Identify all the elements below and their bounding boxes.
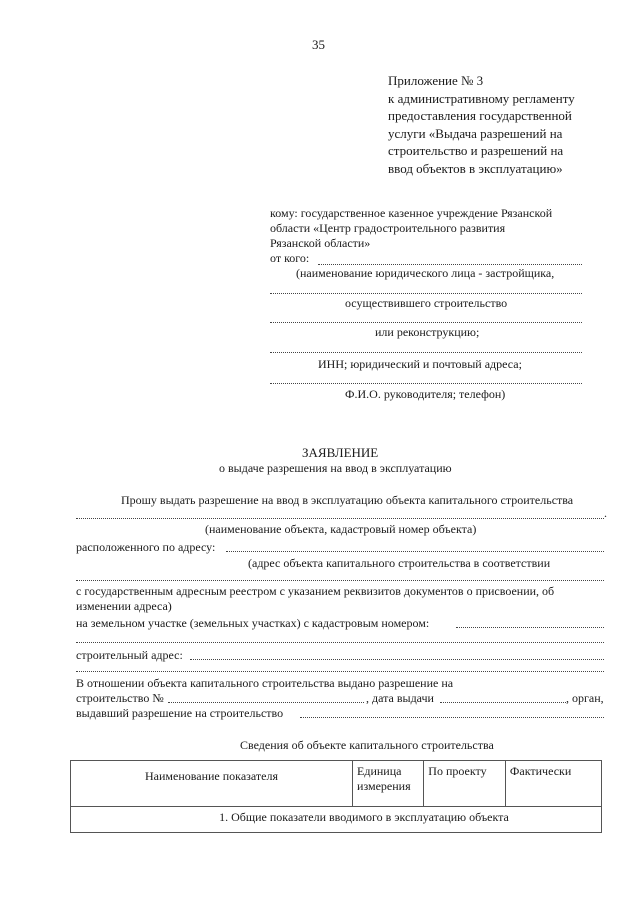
address-field[interactable] bbox=[226, 551, 604, 552]
info-table bbox=[70, 760, 602, 833]
header-project: По проекту bbox=[424, 761, 506, 807]
from-field-2[interactable] bbox=[270, 293, 582, 294]
from-field[interactable] bbox=[318, 264, 582, 265]
appendix-line: ввод объектов в эксплуатацию» bbox=[388, 160, 563, 176]
registry-line: с государственным адресным реестром с указанием реквизитов документов о присвоении, об bbox=[76, 584, 555, 598]
permit-org-label: , орган, bbox=[566, 691, 604, 705]
hint-reconstruction: или реконструкцию; bbox=[375, 325, 480, 339]
cadastral-field[interactable] bbox=[456, 627, 604, 628]
to-line: Рязанской области» bbox=[270, 236, 371, 250]
hint-inn: ИНН; юридический и почтовый адреса; bbox=[318, 357, 522, 371]
land-label: на земельном участке (земельных участках) с кадастровым номером: bbox=[76, 616, 430, 630]
header-unit: Единица измерения bbox=[353, 761, 424, 807]
from-field-5[interactable] bbox=[270, 383, 582, 384]
address-hint: (адрес объекта капитального строительства в соответствии bbox=[248, 556, 551, 570]
request-text: Прошу выдать разрешение на ввод в эксплуатацию объекта капитального строительства bbox=[121, 493, 574, 507]
section-title: 1. Общие показатели вводимого в эксплуатацию объекта bbox=[71, 807, 602, 833]
hint-director: Ф.И.О. руководителя; телефон) bbox=[345, 387, 506, 401]
to-line: области «Центр градостроительного развития bbox=[270, 221, 506, 235]
permit-issuer-label: выдавший разрешение на строительство bbox=[76, 706, 284, 720]
address-field-2[interactable] bbox=[76, 580, 604, 581]
from-field-3[interactable] bbox=[270, 322, 582, 323]
header-indicator: Наименование показателя bbox=[71, 761, 353, 807]
appendix-line: предоставления государственной bbox=[388, 108, 572, 123]
from-field-4[interactable] bbox=[270, 352, 582, 353]
registry-line: изменении адреса) bbox=[76, 599, 172, 613]
permit-number-label: строительство № bbox=[76, 691, 164, 705]
permit-date-label: , дата выдачи bbox=[366, 691, 434, 705]
cadastral-field-2[interactable] bbox=[76, 642, 604, 643]
located-label: расположенного по адресу: bbox=[76, 540, 216, 554]
hint-construction: осуществившего строительство bbox=[345, 296, 508, 310]
statement-subtitle: о выдаче разрешения на ввод в эксплуатацию bbox=[219, 461, 452, 475]
permit-number-field[interactable] bbox=[168, 702, 364, 703]
hint-developer: (наименование юридического лица - застройщика, bbox=[296, 266, 555, 280]
object-name-field[interactable] bbox=[76, 518, 604, 519]
permit-issuer-field[interactable] bbox=[300, 717, 604, 718]
object-hint: (наименование объекта, кадастровый номер объекта) bbox=[205, 522, 477, 536]
table-header-row bbox=[71, 761, 602, 807]
appendix-line: строительство и разрешений на bbox=[388, 143, 564, 158]
appendix-block bbox=[388, 72, 575, 177]
from-label: от кого: bbox=[270, 251, 310, 265]
permit-line: В отношении объекта капитального строительства выдано разрешение на bbox=[76, 676, 454, 690]
to-line: кому: государственное казенное учреждение Рязанской bbox=[270, 206, 553, 220]
appendix-line: к административному регламенту bbox=[388, 90, 575, 106]
construction-address-label: строительный адрес: bbox=[76, 648, 183, 662]
permit-date-field[interactable] bbox=[440, 702, 566, 703]
construction-address-field-2[interactable] bbox=[76, 671, 604, 672]
table-caption: Сведения об объекте капитального строительства bbox=[240, 738, 494, 752]
period: . bbox=[604, 506, 607, 520]
page-number: 35 bbox=[312, 37, 325, 52]
appendix-line: услуги «Выдача разрешений на bbox=[388, 125, 563, 141]
appendix-title: Приложение № 3 bbox=[388, 73, 484, 88]
statement-title: ЗАЯВЛЕНИЕ bbox=[302, 445, 379, 460]
table-section-row bbox=[71, 807, 602, 833]
header-actual: Фактически bbox=[505, 761, 601, 807]
construction-address-field[interactable] bbox=[190, 659, 604, 660]
